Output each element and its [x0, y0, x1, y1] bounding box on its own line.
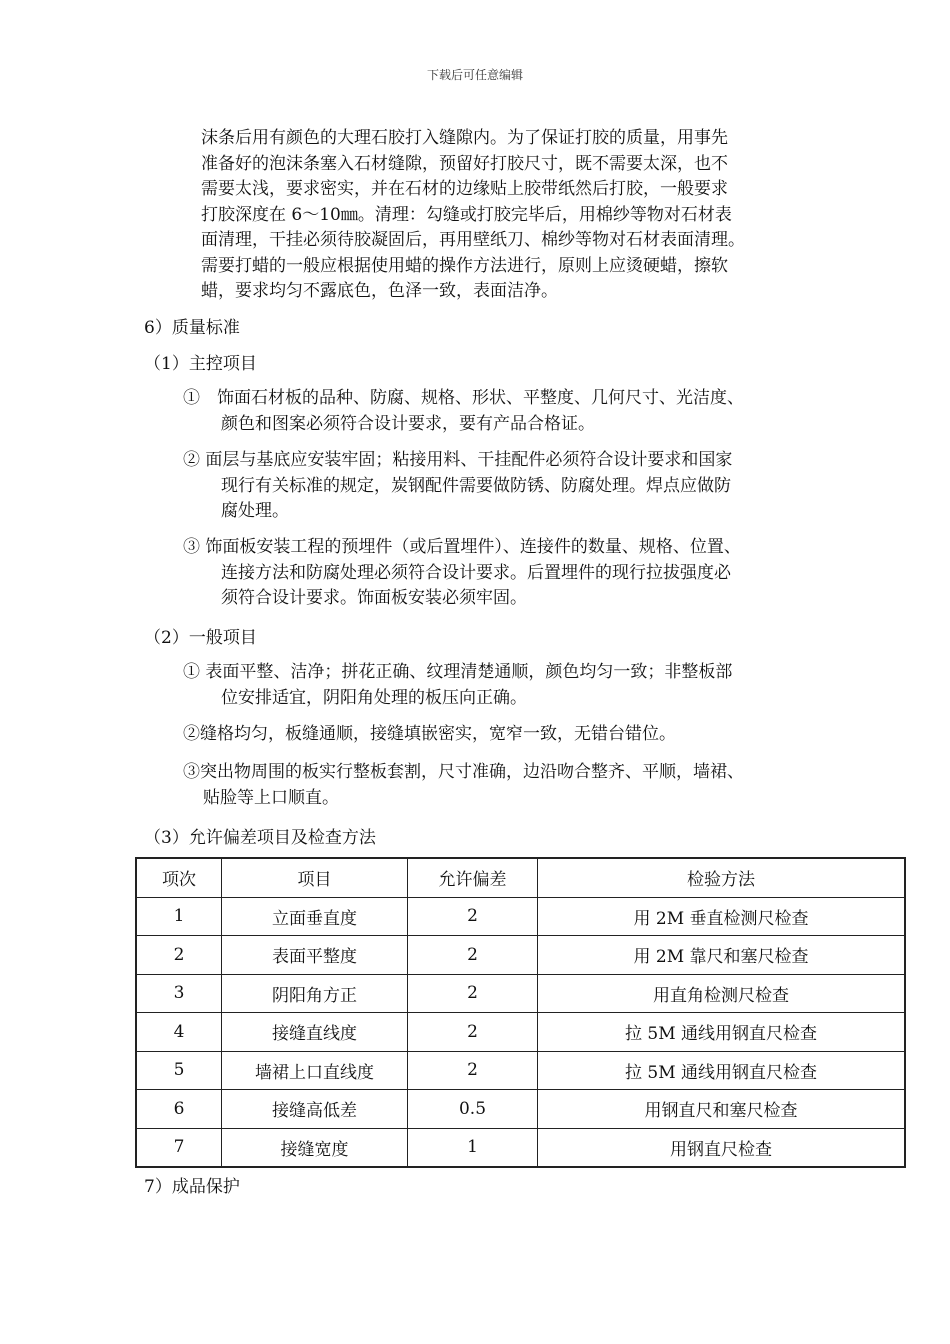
item-line: ③ 饰面板安装工程的预埋件（或后置埋件）、连接件的数量、规格、位置、 — [183, 537, 741, 557]
table-cell: 2 — [408, 974, 538, 1013]
table-cell: 7 — [136, 1128, 222, 1167]
table-cell: 1 — [136, 897, 222, 936]
table-row — [136, 897, 905, 936]
item-line: 现行有关标准的规定，炭钢配件需要做防锈、防腐处理。焊点应做防 — [221, 475, 731, 496]
table-header-cell: 项目 — [222, 858, 408, 897]
table-cell: 用直角检测尺检查 — [538, 974, 906, 1013]
table-cell: 用钢直尺检查 — [538, 1128, 906, 1167]
table-cell: 接缝直线度 — [222, 1013, 408, 1052]
table-cell: 2 — [408, 936, 538, 975]
table-cell: 接缝高低差 — [222, 1090, 408, 1129]
item-line: 位安排适宜，阴阳角处理的板压向正确。 — [221, 687, 527, 708]
item-line: 腐处理。 — [221, 501, 289, 521]
item-line: ② 面层与基底应安装牢固；粘接用料、干挂配件必须符合设计要求和国家 — [183, 450, 733, 470]
table-cell: 0.5 — [408, 1090, 538, 1129]
table-cell: 立面垂直度 — [222, 897, 408, 936]
item-line: ②缝格均匀，板缝通顺，接缝填嵌密实，宽窄一致，无错台错位。 — [183, 724, 676, 744]
section-heading-6: 6）质量标准 — [144, 318, 240, 338]
table-cell: 墙裙上口直线度 — [222, 1051, 408, 1090]
table-header-cell: 检验方法 — [538, 858, 906, 897]
main-item-1 — [183, 386, 744, 437]
table-cell: 拉 5M 通线用钢直尺检查 — [538, 1051, 906, 1090]
table-cell: 2 — [408, 1013, 538, 1052]
table-cell: 拉 5M 通线用钢直尺检查 — [538, 1013, 906, 1052]
main-item-2 — [183, 448, 732, 525]
table-cell: 2 — [136, 936, 222, 975]
intro-line: 准备好的泡沫条塞入石材缝隙，预留好打胶尺寸，既不需要太深，也不 — [201, 153, 728, 174]
table-cell: 2 — [408, 1051, 538, 1090]
table-cell: 5 — [136, 1051, 222, 1090]
main-item-3 — [183, 535, 741, 612]
subheading-tolerance: （3）允许偏差项目及检查方法 — [144, 828, 376, 848]
item-line: 须符合设计要求。饰面板安装必须牢固。 — [221, 588, 527, 608]
general-item-2 — [183, 722, 676, 748]
intro-line: 打胶深度在 6～10㎜。清理：勾缝或打胶完毕后，用棉纱等物对石材表 — [201, 204, 732, 225]
table-cell: 2 — [408, 897, 538, 936]
intro-paragraph — [201, 126, 831, 305]
table-cell: 6 — [136, 1090, 222, 1129]
section-heading-7: 7）成品保护 — [144, 1177, 240, 1197]
table-row — [136, 1128, 905, 1167]
table-header-cell: 允许偏差 — [408, 858, 538, 897]
item-line: ① 表面平整、洁净；拼花正确、纹理清楚通顺，颜色均匀一致；非整板部 — [183, 662, 733, 682]
intro-line: 蜡，要求均匀不露底色，色泽一致，表面洁净。 — [201, 281, 558, 301]
item-line: 连接方法和防腐处理必须符合设计要求。后置埋件的现行拉拔强度必 — [221, 562, 731, 583]
table-cell: 3 — [136, 974, 222, 1013]
table-row — [136, 1090, 905, 1129]
item-line: ① 饰面石材板的品种、防腐、规格、形状、平整度、几何尺寸、光洁度、 — [183, 388, 744, 408]
table-cell: 用钢直尺和塞尺检查 — [538, 1090, 906, 1129]
item-line: 颜色和图案必须符合设计要求，要有产品合格证。 — [221, 413, 595, 434]
intro-line: 需要太浅，要求密实，并在石材的边缘贴上胶带纸然后打胶，一般要求 — [201, 179, 728, 199]
intro-line: 沫条后用有颜色的大理石胶打入缝隙内。为了保证打胶的质量，用事先 — [201, 128, 728, 148]
table-header-row — [136, 858, 905, 897]
table-cell: 用 2M 垂直检测尺检查 — [538, 897, 906, 936]
item-line: ③突出物周围的板实行整板套割，尺寸准确，边沿吻合整齐、平顺，墙裙、 — [183, 762, 744, 782]
item-line: 贴脸等上口顺直。 — [203, 787, 339, 808]
subheading-main-control: （1）主控项目 — [144, 354, 257, 374]
intro-line: 面清理，干挂必须待胶凝固后，再用壁纸刀、棉纱等物对石材表面清理。 — [201, 230, 745, 250]
general-item-3 — [183, 760, 744, 811]
page-header: 下载后可任意编辑 — [426, 68, 523, 82]
table-cell: 用 2M 靠尺和塞尺检查 — [538, 936, 906, 975]
table-row — [136, 936, 905, 975]
table-cell: 表面平整度 — [222, 936, 408, 975]
table-cell: 1 — [408, 1128, 538, 1167]
table-row — [136, 1013, 905, 1052]
tolerance-table — [135, 857, 906, 1168]
intro-line: 需要打蜡的一般应根据使用蜡的操作方法进行，原则上应烫硬蜡，擦软 — [201, 255, 728, 276]
table-header-cell: 项次 — [136, 858, 222, 897]
table-row — [136, 1051, 905, 1090]
subheading-general: （2）一般项目 — [144, 628, 257, 648]
general-item-1 — [183, 660, 732, 711]
table-cell: 接缝宽度 — [222, 1128, 408, 1167]
table-row — [136, 974, 905, 1013]
table-cell: 阴阳角方正 — [222, 974, 408, 1013]
table-cell: 4 — [136, 1013, 222, 1052]
